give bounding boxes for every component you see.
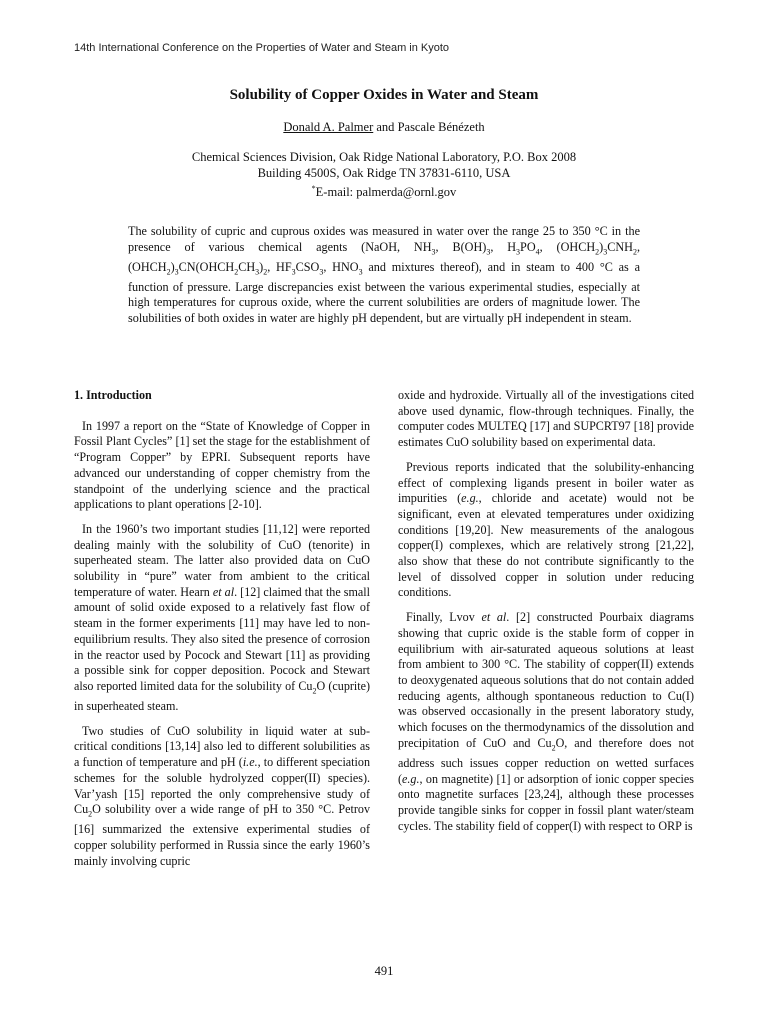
running-head: 14th International Conference on the Properties of Water and Steam in Kyoto (74, 42, 450, 54)
affiliation (0, 150, 768, 201)
email-star: * (311, 184, 316, 193)
authors (0, 120, 768, 135)
right-column (398, 388, 694, 843)
page-number: 491 (374, 964, 394, 978)
intro-paragraph-2: In the 1960’s two important studies [11,12] were reported dealing mainly with the solubility of CuO (tenorite) in superheated steam. The latter also provided data on CuO solubility in “pure” water from ambient to the critical temperature of water. Hearn et al. [12] claimed that the small amount of solid oxide exposed to a relatively fast flow of steam in the former experiments [11] may have led to non-equilibrium results. They also sited the presence of corrosion in the reactor used by Pocock and Stewart [11] as providing a possible sink for copper deposition. Pocock and Stewart also reported limited data for the solubility of $Cu_2O$ (cuprite) in superheated steam. (74, 521, 371, 714)
author-2: Pascale Bénézeth (397, 120, 485, 134)
left-column (74, 388, 370, 879)
affiliation-line-1: Chemical Sciences Division, Oak Ridge National Laboratory, P.O. Box 2008 (191, 150, 577, 164)
affiliation-email (0, 181, 768, 201)
affiliation-line-2: Building 4500S, Oak Ridge TN 37831-6110, USA (257, 165, 511, 180)
paper-title: Solubility of Copper Oxides in Water and Steam (229, 87, 539, 103)
author-1: Donald A. Palmer (283, 120, 374, 134)
intro-paragraph-4: Previous reports indicated that the solubility-enhancing effect of complexing ligands present in boiler water as impurities (e.g., chloride and acetate) would not be significant, even at elevated temperatures under oxidizing conditions [19,20]. New measurements of the analogous copper(I) complexes, which are relatively strong [21,22], also show that these do not contribute significantly to the level of dissolved copper in solution under reducing conditions. (398, 459, 694, 600)
intro-paragraph-3: Two studies of CuO solubility in liquid water at sub-critical conditions [13,14] also led to different solubilities as a function of temperature and pH (i.e., to different speciation schemes for the soluble hydrolyzed copper(II) species). Var’yash [15] reported the only comprehensive study of $Cu_2O$ solubility over a wide range of pH to 350 °C. Petrov [16] summarized the extensive experimental studies of copper solubility performed in Russia since the early 1960’s mainly involving cupric (74, 723, 370, 868)
abstract: The solubility of cupric and cuprous oxides was measured in water over the range 25 to 350 °C in the presence of various chemical agents (NaOH, $NH_3$, $B(OH)_3$, $H_3PO_4$, $(OHCH_2)_3CNH_2$, $(OHCH_2)_3CN(OHCH_2CH_3)_2$, $HF_3CSO_3$, $HNO_3$ and mixtures thereof), and in steam to 400 °C as a function of pressure. Large discrepancies exist between the various experimental studies, especially at high temperatures for cuprous oxide, where the current solubilities are orders of magnitude lower. The solubilities of both oxides in water are highly pH dependent, but are virtually pH independent in steam. (128, 224, 640, 325)
email-text: E-mail: palmerda@ornl.gov (315, 185, 457, 200)
intro-paragraph-5: Finally, Lvov et al. [2] constructed Pourbaix diagrams showing that cupric oxide is the stable form of copper in equilibrium with air-saturated aqueous solutions at least from ambient to 300 °C. The stability of copper(II) extends to deoxygenated aqueous solutions that do not contain added reducing agents, although spontaneous reduction to Cu(I) was observed occasionally in the present laboratory study, which focuses on the thermodynamics of the dissolution and precipitation of CuO and $Cu_2O$, and therefore does not address such issues copper reduction on wetted surfaces (e.g., on magnetite) [1] or adsorption of ionic copper species onto magnetite surfaces [23,24], although these processes provide tangible sinks for copper in fossil plant water/steam cycles. The stability field of copper(I) with respect to ORP is (398, 610, 694, 833)
intro-paragraph-3-continued: oxide and hydroxide. Virtually all of the investigations cited above used dynamic, flow-through techniques. Finally, the computer codes MULTEQ [17] and SUPCRT97 [18] provide estimates CuO solubility based on experimental data. (398, 388, 694, 450)
section-heading-introduction: 1. Introduction (74, 388, 152, 402)
intro-paragraph-1: In 1997 a report on the “State of Knowledge of Copper in Fossil Plant Cycles” [1] set the stage for the establishment of “Program Copper” by EPRI. Subsequent reports have advanced our understanding of copper chemistry from the standpoint of the underlying science and the practical applications to plant operations [2-10]. (74, 418, 370, 512)
author-separator: and (373, 120, 398, 134)
